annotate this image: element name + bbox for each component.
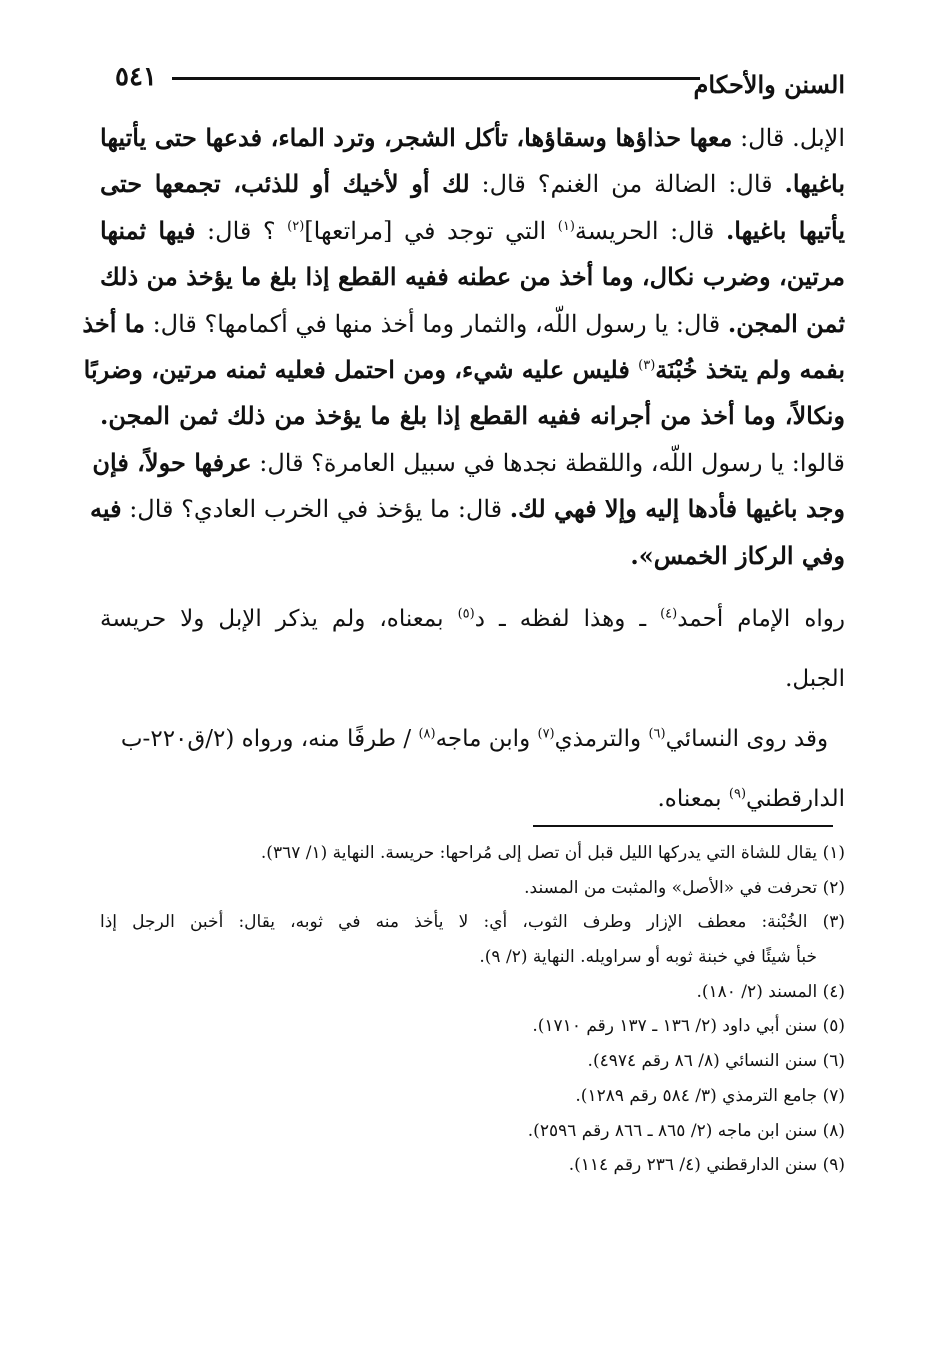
page-header xyxy=(115,62,845,98)
text-line: الجبل. xyxy=(785,665,845,692)
footnote-ref: (٨) xyxy=(418,726,436,742)
footnote: (٢) تحرفت في «الأصل» والمثبت من المسند. xyxy=(524,877,845,898)
text-line: الدارقطني$^{(٩)}$ بمعناه. xyxy=(657,785,845,812)
header-rule xyxy=(172,77,700,80)
text-line: يأتيها باغيها. قال: الحريسة$^{(١)}$ التي توجد في [مراتعها]$^{(٢)}$ ؟ قال: فيها ثمنها xyxy=(100,215,845,245)
text-line: وقد روى النسائي$^{(٦)}$ والترمذي$^{(٧)}$ وابن ماجه$^{(٨)}$ / طرفًا منه، ورواه (٢/ق٢٢٠-ب xyxy=(120,725,829,752)
text-line: وفي الركاز الخمس». xyxy=(630,540,845,570)
footnote-continuation: خبأ شيئًا في خبنة ثوبه أو سراويله. النهاية (٢/ ٩). xyxy=(479,947,817,968)
footnote: (١) يقال للشاة التي يدركها الليل قبل أن تصل إلى مُراحها: حريسة. النهاية (١/ ٣٦٧). xyxy=(260,843,845,863)
footnote: (٥) سنن أبي داود (٢/ ١٣٦ ـ ١٣٧ رقم ١٧١٠). xyxy=(532,1016,845,1037)
text-line: قالوا: يا رسول اللّه، واللقطة نجدها في سبيل العامرة؟ قال: عرفها حولاً، فإن xyxy=(92,447,845,477)
book-title: السنن والأحكام xyxy=(693,70,845,99)
footnote: (٤) المسند (٢/ ١٨٠). xyxy=(696,981,845,1002)
footnote: (٩) سنن الدارقطني (٤/ ٢٣٦ رقم ١١٤). xyxy=(568,1155,845,1176)
text-line: مرتين، وضرب نكال، وما أخذ من عطنه ففيه القطع إذا بلغ ما يؤخذ من ذلك xyxy=(100,262,845,292)
footnote-separator xyxy=(533,825,833,827)
text-line: رواه الإمام أحمد$^{(٤)}$ ـ وهذا لفظه ـ د$^{(٥)}$ بمعناه، ولم يذكر الإبل ولا حريسة xyxy=(100,605,845,632)
text-line: ثمن المجن. قال: يا رسول اللّه، والثمار وما أخذ منها في أكمامها؟ قال: ما أخذ xyxy=(82,308,845,338)
footnote-ref: (٥) xyxy=(457,606,475,622)
text-line: بفمه ولم يتخذ خُبْنَة$^{(٣)}$ فليس عليه شيء، ومن احتمل فعليه ثمنه مرتين، وضربًا xyxy=(83,354,845,384)
main-text xyxy=(82,115,846,829)
text-line: باغيها. قال: الضالة من الغنم؟ قال: لك أو لأخيك أو للذئب، تجمعها حتى xyxy=(100,169,845,199)
footnote-ref: (٢) xyxy=(287,218,305,234)
footnote: (٨) سنن ابن ماجه (٢/ ٨٦٥ ـ ٨٦٦ رقم ٢٥٩٦). xyxy=(527,1120,845,1141)
page-number: ٥٤١ xyxy=(115,62,157,92)
footnote-ref: (١) xyxy=(557,218,575,234)
footnote-ref: (٩) xyxy=(728,786,747,802)
footnote-ref: (٦) xyxy=(648,726,666,742)
text-line: ونكالاً، وما أخذ من أجرانه ففيه القطع إذا بلغ ما يؤخذ من ذلك ثمن المجن. xyxy=(100,401,845,431)
text-line: وجد باغيها فأدها إليه وإلا فهي لك. قال: ما يؤخذ في الخرب العادي؟ قال: فيه xyxy=(89,494,845,524)
footnote: (٣) الخُبْنة: معطف الإزار وطرف الثوب، أي: لا يأخذ منه في ثوبه، يقال: أخبن الرجل إذا xyxy=(100,912,845,933)
footnote-ref: (٣) xyxy=(638,357,656,373)
footnote: (٦) سنن النسائي (٨/ ٨٦ رقم ٤٩٧٤). xyxy=(587,1051,845,1072)
text-line: الإبل. قال: معها حذاؤها وسقاؤها، تأكل الشجر، وترد الماء، فدعها حتى يأتيها xyxy=(100,123,846,152)
footnote-ref: (٤) xyxy=(660,606,678,622)
footnote-ref: (٧) xyxy=(537,726,555,742)
footnotes xyxy=(100,836,845,1183)
footnote: (٧) جامع الترمذي (٣/ ٥٨٤ رقم ١٢٨٩). xyxy=(575,1085,845,1106)
